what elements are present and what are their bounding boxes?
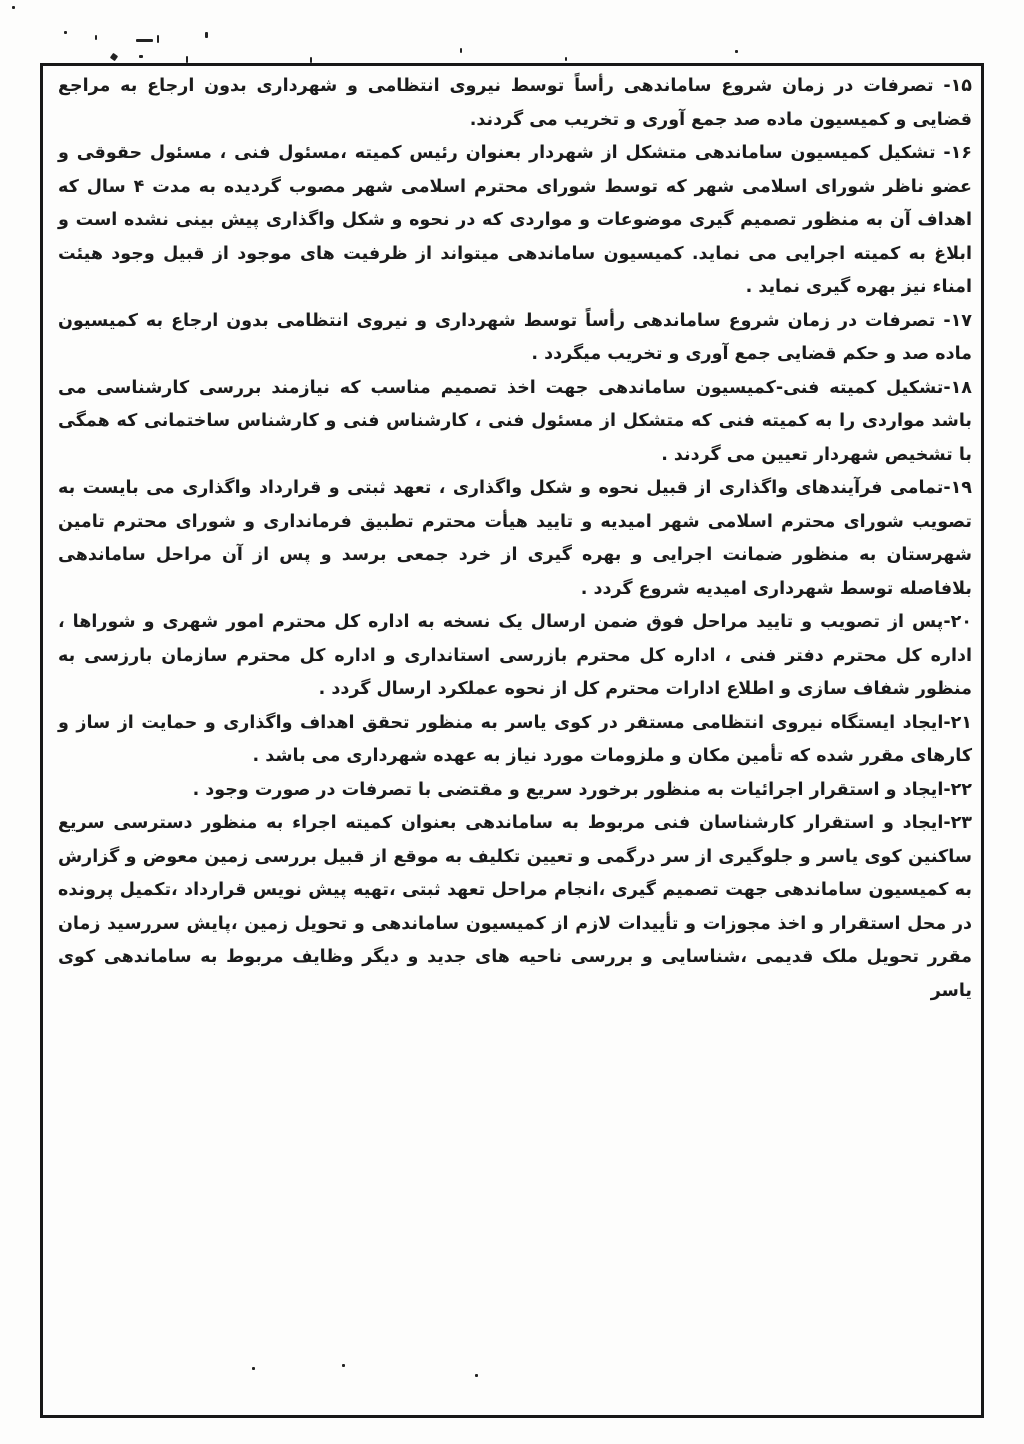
document-item-19: ۱۹-تمامی فرآیندهای واگذاری از قبیل نحوه و شکل واگذاری ، تعهد ثبتی و قرارداد واگذاری می بایست به تصویب شورای محترم اسلامی شهر امیدیه و تایید هیأت محترم تطبیق فرمانداری و شورای محترم تامین شهرستان به منظور ضمانت اجرایی و بهره گیری از خرد جمعی برسد و پس از آن مراحل ساماندهی بلافاصله توسط شهرداری امیدیه شروع گردد . — [58, 478, 972, 599]
scan-artifact — [136, 39, 153, 42]
document-item-22: ۲۲-ایجاد و استقرار اجرائیات به منظور برخورد سریع و مقتضی با تصرفات در صورت وجود . — [192, 779, 972, 800]
scan-artifact — [205, 32, 208, 38]
document-body — [58, 70, 972, 1008]
scan-artifact — [565, 57, 567, 61]
scan-artifact — [460, 48, 462, 53]
document-item-15: ۱۵- تصرفات در زمان شروع ساماندهی رأساً توسط نیروی انتظامی و شهرداری بدون ارجاع به مراجع قضایی و کمیسیون ماده صد جمع آوری و تخریب می گردند. — [58, 76, 972, 130]
scan-artifact — [64, 31, 67, 34]
scan-artifact — [110, 53, 118, 61]
document-item-20: ۲۰-پس از تصویب و تایید مراحل فوق ضمن ارسال یک نسخه به اداره کل محترم امور شهری و شوراها ، اداره کل محترم دفتر فنی ، اداره کل محترم بازرسی استانداری و اداره کل محترم سازمان بارزسی به منظور شفاف سازی و اطلاع ادارات محترم کل از نحوه عملکرد ارسال گردد . — [58, 612, 972, 699]
scan-artifact — [12, 6, 15, 9]
scan-artifact — [95, 35, 97, 40]
document-item-16: ۱۶- تشکیل کمیسیون ساماندهی متشکل از شهردار بعنوان رئیس کمیته ،مسئول فنی ، مسئول حقوقی و عضو ناظر شورای اسلامی شهر که توسط شورای محترم اسلامی شهر مصوب گردیده به مدت ۴ سال که اهداف آن به منظور تصمیم گیری موضوعات و مواردی که در نحوه و شکل واگذاری پیش بینی نشده است و ابلاغ به کمیته اجرایی می نماید. کمیسیون ساماندهی میتواند از ظرفیت های موجود از قبیل وجود هیئت امناء نیز بهره گیری نماید . — [58, 143, 972, 297]
scan-artifact — [735, 50, 738, 53]
document-item-18: ۱۸-تشکیل کمیته فنی-کمیسیون ساماندهی جهت اخذ تصمیم مناسب که نیازمند بررسی کارشناسی می باشد مواردی را به کمیته فنی که متشکل از مسئول فنی ، کارشناس فنی و کارشناس ساختمانی که همگی با تشخیص شهردار تعیین می گردند . — [58, 377, 972, 465]
document-item-21: ۲۱-ایجاد ایستگاه نیروی انتظامی مستقر در کوی یاسر به منظور تحقق اهداف واگذاری و حمایت از ساز و کارهای مقرر شده که تأمین مکان و ملزومات مورد نیاز به عهده شهرداری می باشد . — [58, 712, 972, 766]
scan-artifact — [157, 35, 159, 43]
document-item-17: ۱۷- تصرفات در زمان شروع ساماندهی رأساً توسط شهرداری و نیروی انتظامی بدون ارجاع به کمیسیون ماده صد و حکم قضایی جمع آوری و تخریب میگردد . — [58, 310, 972, 364]
scan-artifact — [139, 55, 143, 58]
document-item-23: ۲۳-ایجاد و استقرار کارشناسان فنی مربوط به ساماندهی بعنوان کمیته اجراء به منظور دسترسی سریع ساکنین کوی یاسر و جلوگیری از سر درگمی و تعیین تکلیف به موقع از قبیل بررسی زمین معوض و گزارش به کمیسیون ساماندهی جهت تصمیم گیری ،انجام مراحل تعهد ثبتی ،تهیه پیش نویس قرارداد ،تکمیل پرونده در محل استقرار و اخذ مجوزات و تأییدات لازم از کمیسیون ساماندهی و تحویل زمین ،پایش سررسید زمان مقرر تحویل ملک قدیمی ،شناسایی و بررسی ناحیه های جدید و دیگر وظایف مربوط به ساماندهی کوی یاسر — [58, 813, 972, 1001]
scan-artifact — [186, 56, 188, 63]
